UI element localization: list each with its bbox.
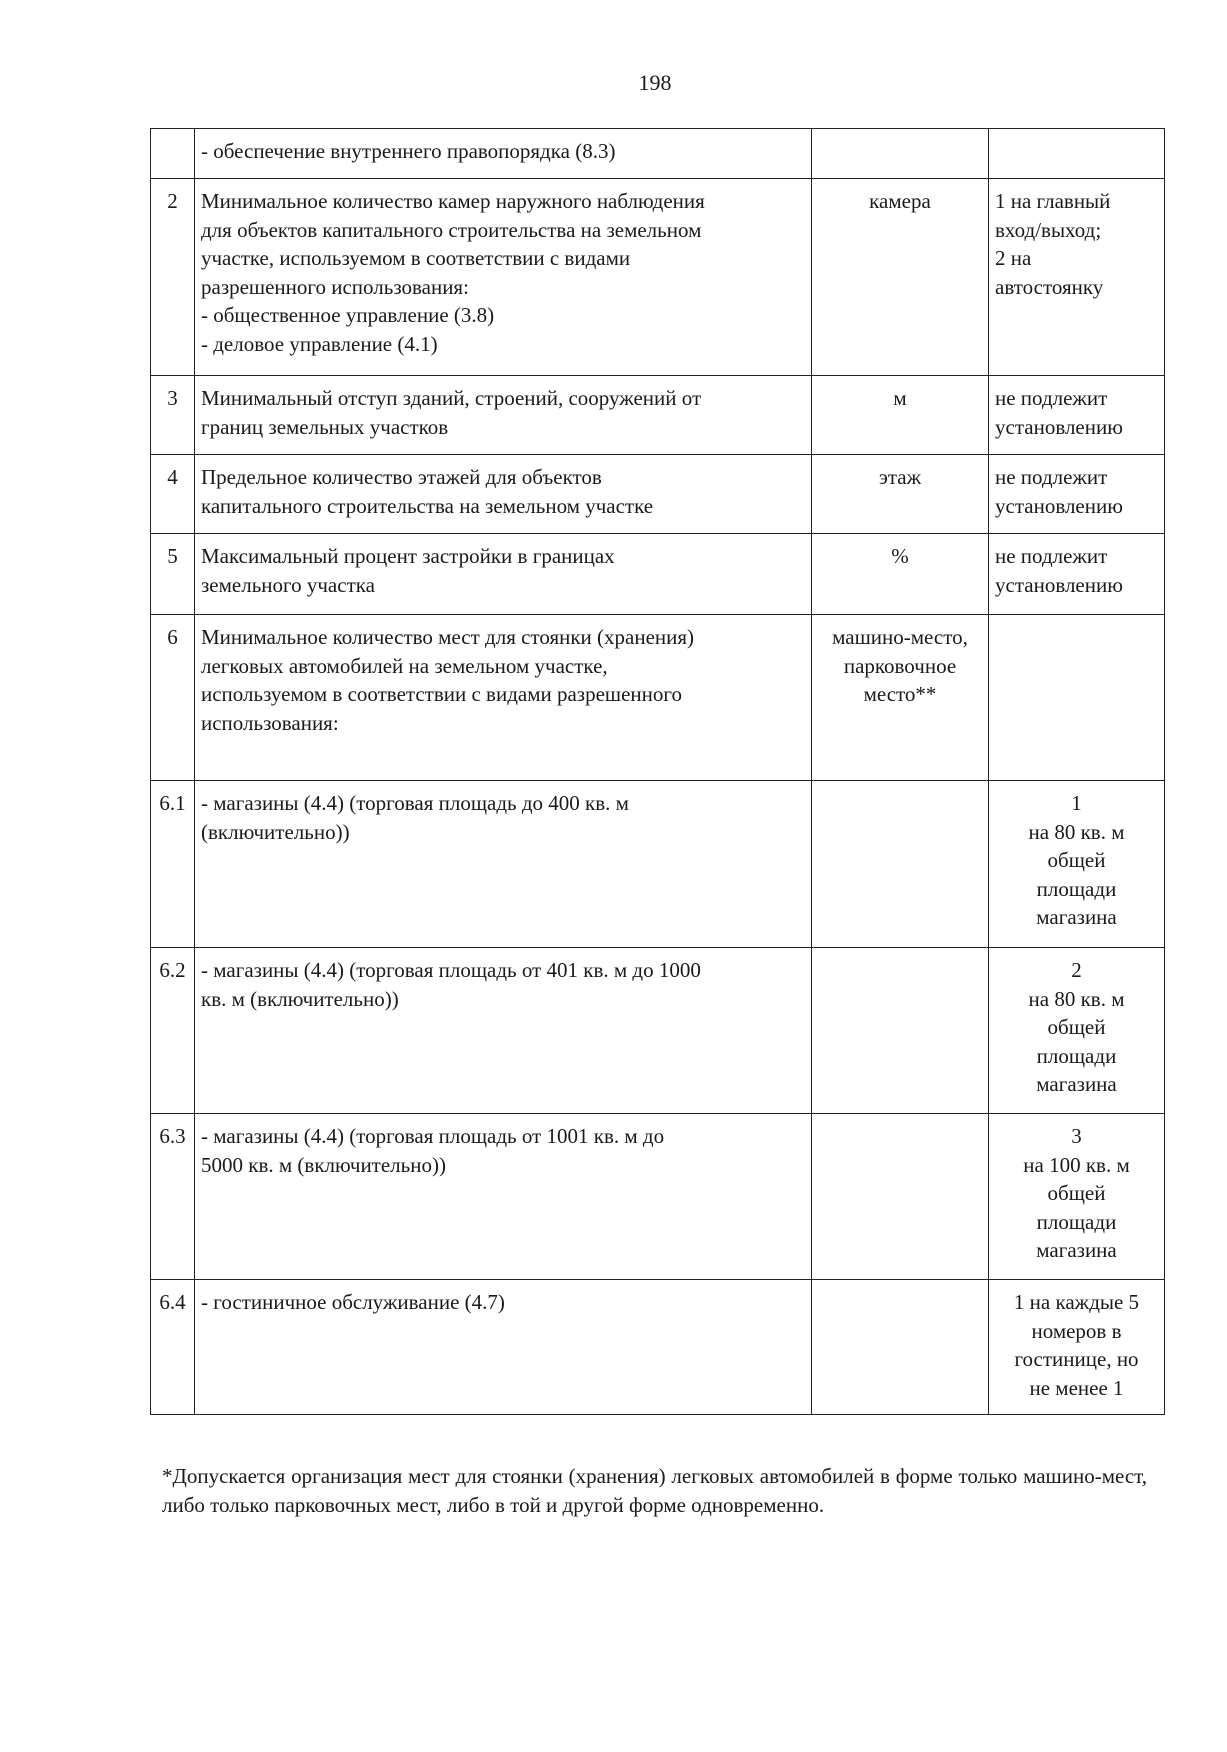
row-description xyxy=(195,781,812,948)
desc-line: Минимальное количество камер наружного наблюдения xyxy=(201,189,705,213)
row-number: 6.1 xyxy=(151,781,195,948)
row-unit xyxy=(812,129,989,179)
row-value xyxy=(989,948,1165,1114)
desc-line: земельного участка xyxy=(201,572,375,597)
row-value xyxy=(989,1114,1165,1280)
row-unit xyxy=(812,179,989,376)
value-line: автостоянку xyxy=(995,274,1104,299)
row-description xyxy=(195,1114,812,1280)
row-number: 6 xyxy=(151,615,195,781)
desc-line: - магазины (4.4) (торговая площадь от 401 кв. м до 1000 xyxy=(201,958,701,982)
desc-line: для объектов капитального строительства на земельном xyxy=(201,217,702,242)
desc-line: капитального строительства на земельном участке xyxy=(201,493,654,518)
row-description xyxy=(195,129,812,179)
row-value xyxy=(989,781,1165,948)
value-line: вход/выход; xyxy=(995,217,1102,242)
table-row xyxy=(151,376,1165,455)
row-number: 6.3 xyxy=(151,1114,195,1280)
unit-line: этаж xyxy=(878,465,922,489)
value-line: 3 xyxy=(1071,1124,1082,1148)
table-row xyxy=(151,948,1165,1114)
desc-line: используемом в соответствии с видами разрешенного xyxy=(201,682,682,707)
value-line: не менее 1 xyxy=(1029,1375,1124,1400)
footnote: *Допускается организация мест для стоянки (хранения) легковых автомобилей в форме только машино-мест, либо только парковочных мест, либо в той и другой форме одновременно. xyxy=(162,1464,1147,1517)
desc-line: (включительно)) xyxy=(201,819,350,844)
value-line: общей xyxy=(1047,848,1106,873)
value-line: площади xyxy=(1036,1043,1117,1068)
desc-line: легковых автомобилей на земельном участке, xyxy=(201,653,608,678)
row-description xyxy=(195,455,812,534)
row-number: 2 xyxy=(151,179,195,376)
row-description xyxy=(195,179,812,376)
row-unit xyxy=(812,455,989,534)
unit-line: % xyxy=(891,544,909,568)
desc-line: границ земельных участков xyxy=(201,414,449,439)
row-unit xyxy=(812,948,989,1114)
row-description xyxy=(195,534,812,615)
desc-line: разрешенного использования: xyxy=(201,274,469,299)
value-line: на 100 кв. м xyxy=(1023,1152,1130,1177)
table-row xyxy=(151,534,1165,615)
unit-line: м xyxy=(893,386,907,410)
row-unit xyxy=(812,1114,989,1280)
desc-line: кв. м (включительно)) xyxy=(201,986,399,1011)
value-line: не подлежит xyxy=(995,386,1108,410)
row-value xyxy=(989,129,1165,179)
value-line: площади xyxy=(1036,876,1117,901)
value-line: не подлежит xyxy=(995,544,1108,568)
desc-line: - магазины (4.4) (торговая площадь до 400 кв. м xyxy=(201,791,629,815)
row-number: 6.2 xyxy=(151,948,195,1114)
table-row xyxy=(151,179,1165,376)
unit-line: машино-место, xyxy=(832,625,968,649)
desc-line: - общественное управление (3.8) xyxy=(201,303,495,328)
row-unit xyxy=(812,1280,989,1415)
row-unit xyxy=(812,534,989,615)
value-line: установлению xyxy=(995,572,1123,597)
row-number: 5 xyxy=(151,534,195,615)
row-description xyxy=(195,376,812,455)
value-line: 1 xyxy=(1071,791,1082,815)
desc-line: участке, используемом в соответствии с видами xyxy=(201,246,631,271)
desc-line: - гостиничное обслуживание (4.7) xyxy=(201,1290,505,1314)
row-value xyxy=(989,455,1165,534)
value-line: не подлежит xyxy=(995,465,1108,489)
row-description xyxy=(195,615,812,781)
unit-line: парковочное xyxy=(843,653,957,678)
value-line: 2 на xyxy=(995,246,1032,271)
value-line: на 80 кв. м xyxy=(1028,819,1125,844)
unit-line: камера xyxy=(869,189,931,213)
value-line: магазина xyxy=(1036,905,1117,930)
desc-line: - деловое управление (4.1) xyxy=(201,331,438,356)
value-line: номеров в xyxy=(1031,1318,1122,1343)
value-line: установлению xyxy=(995,493,1123,518)
table-row xyxy=(151,455,1165,534)
value-line: общей xyxy=(1047,1015,1106,1040)
value-line: магазина xyxy=(1036,1072,1117,1097)
desc-line: использования: xyxy=(201,710,339,735)
row-number: 3 xyxy=(151,376,195,455)
row-value xyxy=(989,534,1165,615)
desc-line: Предельное количество этажей для объектов xyxy=(201,465,602,489)
row-value xyxy=(989,376,1165,455)
desc-line: Минимальное количество мест для стоянки (хранения) xyxy=(201,625,695,649)
desc-line: Максимальный процент застройки в границах xyxy=(201,544,615,568)
table-row xyxy=(151,1280,1165,1415)
table-row xyxy=(151,129,1165,179)
value-line: магазина xyxy=(1036,1238,1117,1263)
desc-line: - магазины (4.4) (торговая площадь от 1001 кв. м до xyxy=(201,1124,665,1148)
desc-line: 5000 кв. м (включительно)) xyxy=(201,1152,446,1177)
value-line: 1 на каждые 5 xyxy=(1013,1290,1140,1314)
table-row xyxy=(151,615,1165,781)
row-value xyxy=(989,615,1165,781)
unit-line: место** xyxy=(863,682,937,707)
row-value xyxy=(989,179,1165,376)
page-number: 198 xyxy=(638,70,672,95)
row-value xyxy=(989,1280,1165,1415)
row-number: 4 xyxy=(151,455,195,534)
row-description xyxy=(195,1280,812,1415)
value-line: на 80 кв. м xyxy=(1028,986,1125,1011)
row-unit xyxy=(812,615,989,781)
value-line: 1 на главный xyxy=(995,189,1111,213)
row-description xyxy=(195,948,812,1114)
parameters-table xyxy=(150,128,1165,1415)
value-line: общей xyxy=(1047,1181,1106,1206)
desc-line: Минимальный отступ зданий, строений, сооружений от xyxy=(201,386,702,410)
row-unit xyxy=(812,376,989,455)
row-unit xyxy=(812,781,989,948)
value-line: площади xyxy=(1036,1209,1117,1234)
row-number: 6.4 xyxy=(151,1280,195,1415)
row-number xyxy=(151,129,195,179)
table-row xyxy=(151,781,1165,948)
value-line: 2 xyxy=(1071,958,1082,982)
table-row xyxy=(151,1114,1165,1280)
desc-line: - обеспечение внутреннего правопорядка (8.3) xyxy=(201,139,616,163)
value-line: гостинице, но xyxy=(1014,1347,1139,1372)
value-line: установлению xyxy=(995,414,1123,439)
